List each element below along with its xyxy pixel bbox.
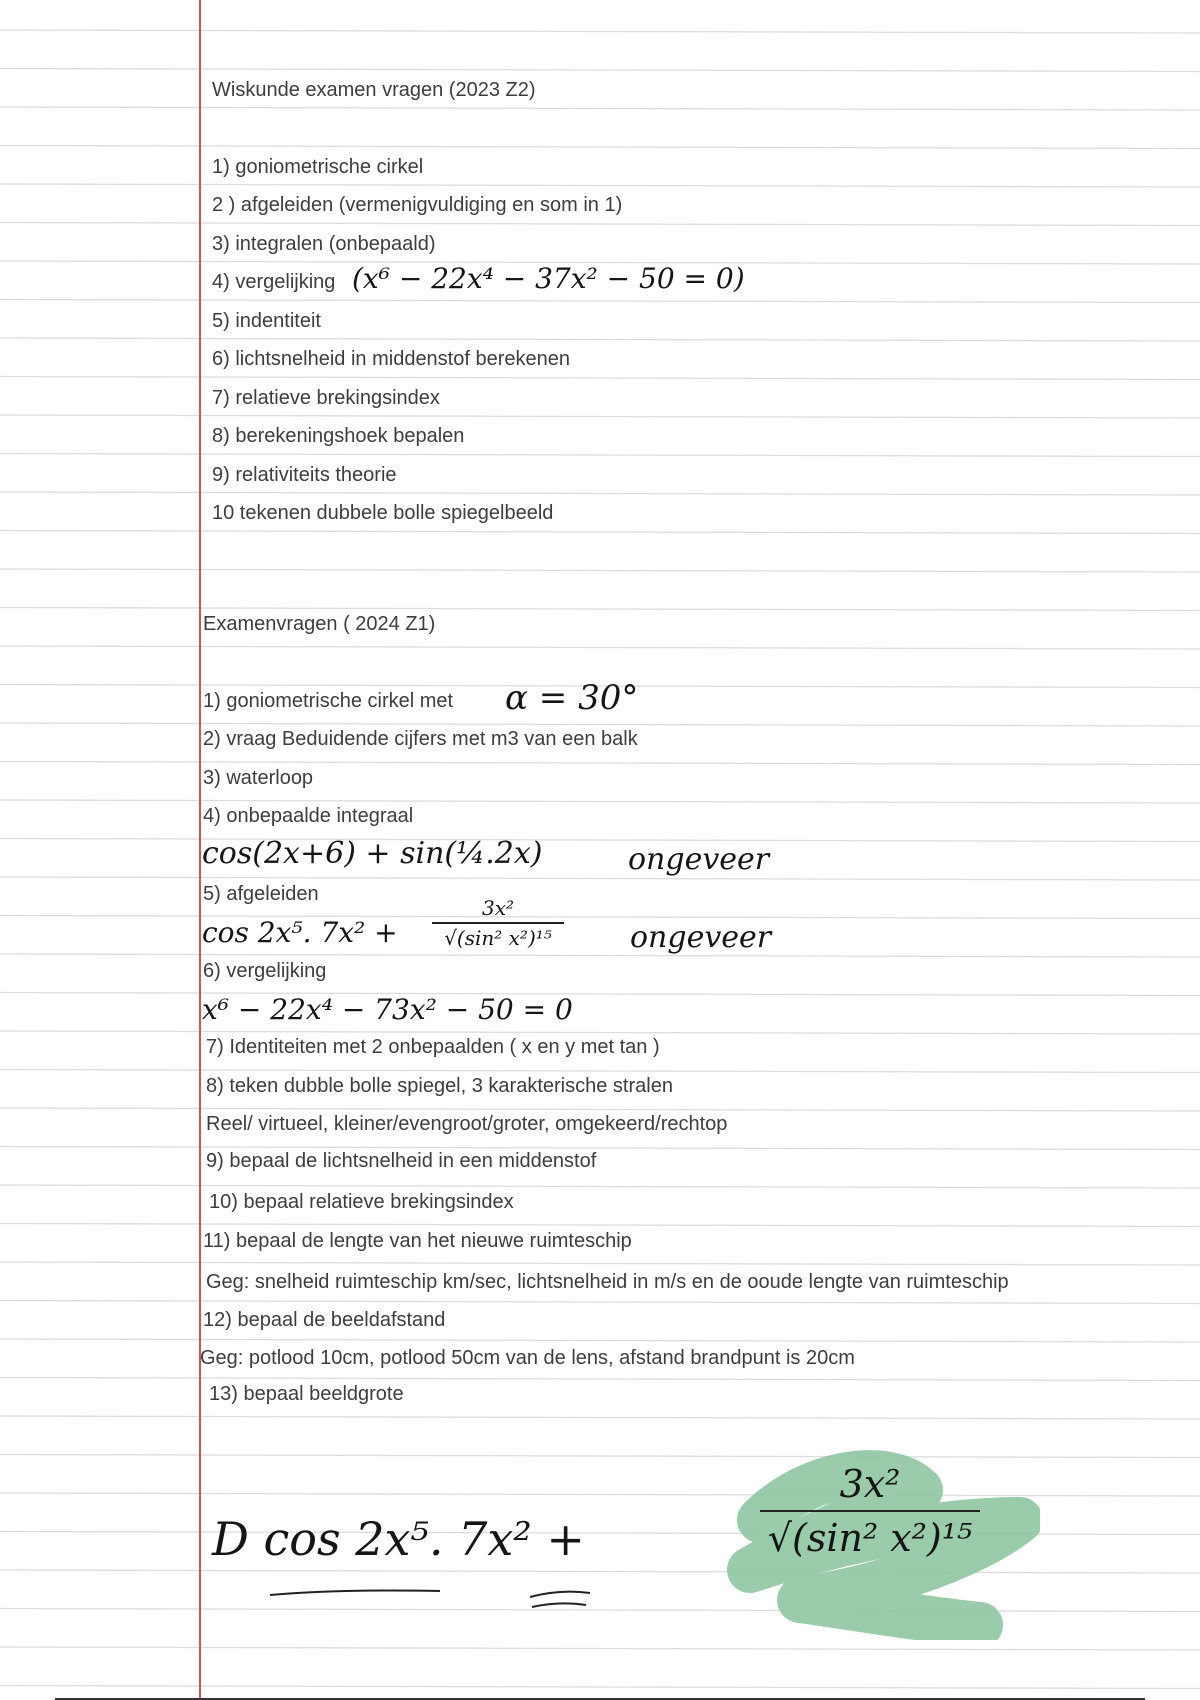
rule-line [0,1378,1200,1381]
section1-title: Wiskunde examen vragen (2023 Z2) [212,79,536,101]
rule-line [0,723,1200,726]
section2-item: 3) waterloop [203,767,314,789]
handwritten-integral: cos(2x+6) + sin(¼.2x) [202,836,543,871]
handwritten-alpha: α = 30° [505,678,639,718]
section2-item: Geg: potlood 10cm, potlood 50cm van de lens, afstand brandpunt is 20cm [200,1347,855,1369]
bottom-fraction-denominator: √(sin² x²)¹⁵ [767,1516,973,1560]
fraction-denominator: √(sin² x²)¹⁵ [444,926,552,950]
section2-item: 13) bepaal beeldgrote [209,1383,404,1405]
rule-line [0,800,1200,803]
section2-item: 9) bepaal de lichtsnelheid in een middenstof [206,1150,597,1172]
section2-item: 4) onbepaalde integraal [203,805,414,827]
rule-line [0,300,1200,303]
rule-line [0,916,1200,919]
section1-item: 6) lichtsnelheid in middenstof berekenen [212,348,570,370]
rule-line [0,993,1200,996]
handwritten-derivative-fraction [432,896,564,950]
rule-line [0,877,1200,880]
section1-item: 3) integralen (onbepaald) [212,233,436,255]
rule-line [0,954,1200,957]
rule-line [0,608,1200,611]
handwritten-derivative-left: cos 2x⁵. 7x² + [202,916,398,949]
handwritten-approx-2: ongeveer [630,920,772,955]
section1-item: 7) relatieve brekingsindex [212,387,440,409]
rule-line [0,1031,1200,1034]
handwritten-equation: x⁶ − 22x⁴ − 73x² − 50 = 0 [202,993,573,1026]
fraction-bar [432,922,564,924]
rule-line [0,184,1200,187]
rule-line [0,1686,1200,1689]
section1-item: 9) relativiteits theorie [212,464,397,486]
rule-line [0,338,1200,341]
underline-scribbles [260,1575,610,1615]
section2-item: 10) bepaal relatieve brekingsindex [209,1191,514,1213]
bottom-fraction-bar [760,1510,980,1512]
section1-item: 8) berekeningshoek bepalen [212,425,465,447]
rule-line [0,107,1200,110]
rule-line [0,69,1200,72]
rule-line [0,223,1200,226]
section1-handwritten-equation: (x⁶ − 22x⁴ − 37x² − 50 = 0) [352,262,745,295]
bottom-expression-left: D cos 2x⁵. 7x² + [212,1512,585,1566]
section1-item: 10 tekenen dubbele bolle spiegelbeeld [212,502,554,524]
section2-item: Reel/ virtueel, kleiner/evengroot/groter, omgekeerd/rechtop [206,1113,728,1135]
rule-line [0,646,1200,649]
rule-line [0,1224,1200,1227]
section1-item: 5) indentiteit [212,310,321,332]
section2-item: 1) goniometrische cirkel met [203,690,454,712]
handwritten-approx-1: ongeveer [628,842,770,877]
section2-item: Geg: snelheid ruimteschip km/sec, lichtsnelheid in m/s en de ooude lengte van ruimteschip [206,1271,1009,1293]
rule-line [0,415,1200,418]
section2-item: 6) vergelijking [203,960,327,982]
bottom-fraction-numerator: 3x² [839,1462,901,1506]
rule-line [0,531,1200,534]
section1-item: 2 ) afgeleiden (vermenigvuldiging en som in 1) [212,194,623,216]
rule-line [0,1185,1200,1188]
section2-item: 2) vraag Beduidende cijfers met m3 van een balk [203,728,638,750]
section2-item: 12) bepaal de beeldafstand [203,1309,446,1331]
fraction-numerator: 3x² [481,896,515,920]
section1-item: 1) goniometrische cirkel [212,156,424,178]
section2-item: 11) bepaal de lengte van het nieuwe ruimteschip [203,1230,632,1252]
rule-line [0,377,1200,380]
section2-item: 7) Identiteiten met 2 onbepaalden ( x en y met tan ) [206,1036,660,1058]
rule-line [0,1301,1200,1304]
rule-line [0,1647,1200,1650]
rule-line [0,30,1200,33]
rule-line [0,1416,1200,1419]
rule-line [0,146,1200,149]
section2-item: 8) teken dubble bolle spiegel, 3 karakterische stralen [206,1075,673,1097]
rule-line [0,492,1200,495]
rule-line [0,1262,1200,1265]
rule-line [0,1147,1200,1150]
rule-line [0,454,1200,457]
rule-line [0,1108,1200,1111]
rule-line [0,839,1200,842]
section2-title: Examenvragen ( 2024 Z1) [203,613,436,635]
rule-line [0,1070,1200,1073]
section2-item: 5) afgeleiden [203,883,319,905]
section1-item: 4) vergelijking [212,271,336,293]
rule-line [0,762,1200,765]
rule-line [0,1339,1200,1342]
rule-line [0,569,1200,572]
bottom-fraction [740,1462,1000,1560]
